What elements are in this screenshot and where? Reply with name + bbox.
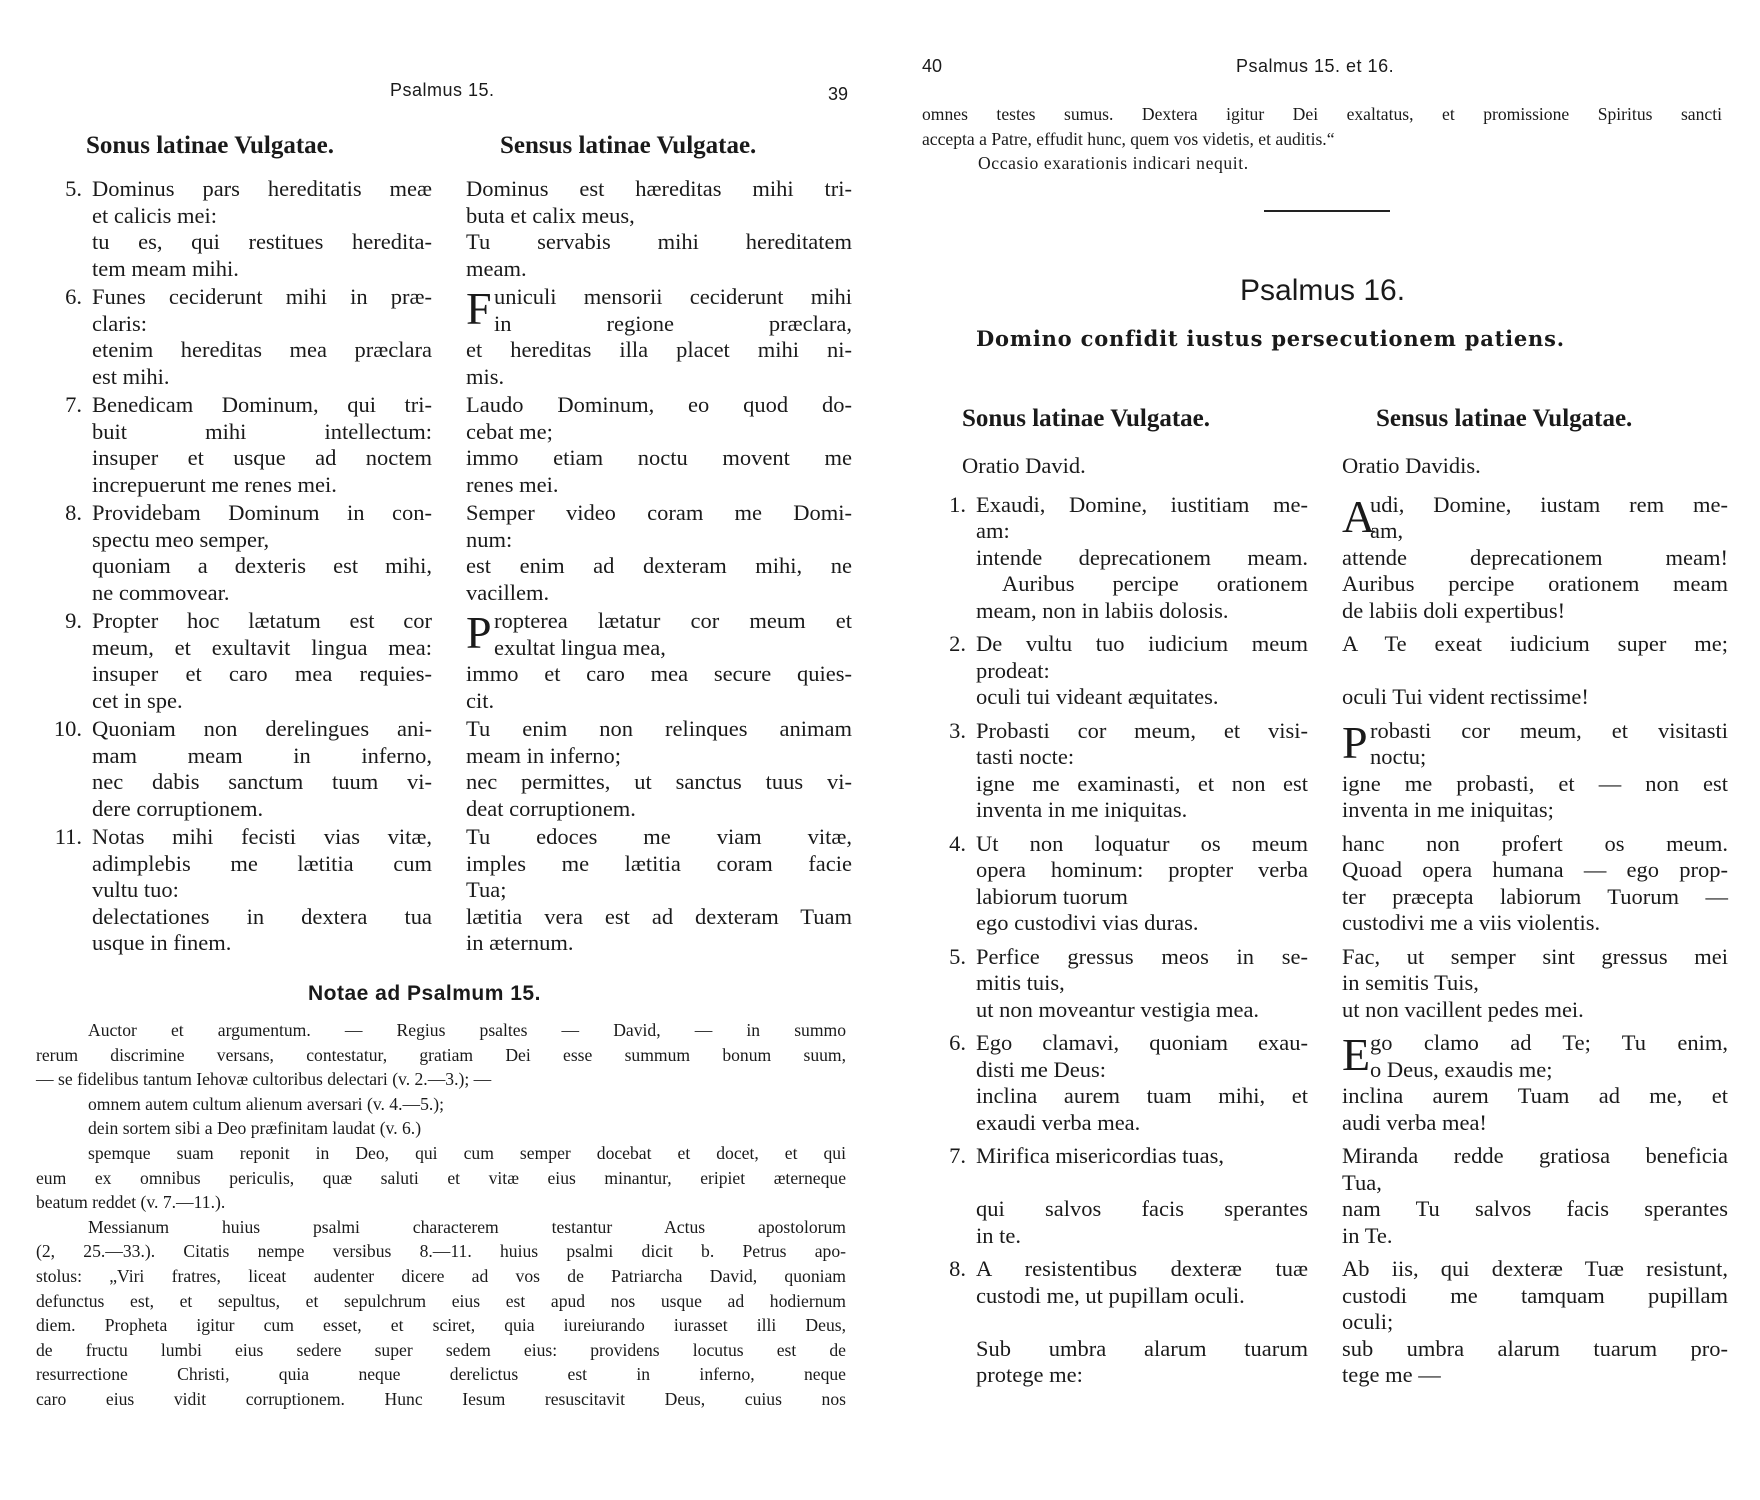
verse-text: in Te. — [1342, 1222, 1393, 1248]
notes-line: diem. Propheta igitur cum esset, et sciret, quia iureiurando iurasset illi Deus, — [36, 1315, 846, 1336]
verse-line: inventa in me iniquitas. — [976, 797, 1188, 822]
initial-capital: F — [466, 283, 492, 334]
verse-text: Quoad opera humana — ego prop- — [1342, 857, 1728, 882]
page-number: 39 — [828, 84, 849, 104]
verse-text: oculi; — [1342, 1309, 1394, 1334]
verse-line: meam, non in labiis dolosis. — [976, 597, 1229, 623]
notes-line: de fructu lumbi eius sedere super sedem eius: providens locutus est de — [36, 1339, 846, 1360]
verse-text: udi, Domine, iustam rem me- — [1370, 491, 1728, 517]
sonus-column — [936, 453, 1308, 1396]
verse-line: igne me examinasti, et non est — [976, 770, 1308, 796]
verse-block — [1342, 944, 1728, 1024]
verse-number: 6. — [949, 1030, 966, 1055]
verse-line: Perfice gressus meos in se- — [976, 943, 1308, 969]
initial-capital: E — [1342, 1029, 1371, 1080]
verse-line: custodi me, ut pupillam oculi. — [976, 1282, 1245, 1308]
verse-line: disti me Deus: — [976, 1056, 1106, 1082]
notes-line: dein sortem sibi a Deo præfinitam laudat (v. 6.) — [88, 1118, 422, 1139]
notes-line: (2, 25.—33.). Citatis nempe versibus 8.—11. huius psalmi dicit b. Petrus apo- — [36, 1241, 846, 1262]
verse-line — [466, 930, 852, 957]
verse-text: meam. — [466, 255, 527, 281]
verse-text: inventa in me iniquitas; — [1342, 797, 1554, 822]
verse-text: go clamo ad Te; Tu enim, — [1370, 1030, 1728, 1055]
verse-line — [466, 769, 852, 796]
verse-text: A Te exeat iudicium super me; — [1342, 631, 1728, 656]
verse-number: 11. — [54, 824, 82, 849]
verse-line: Ut non loquatur os meum — [976, 830, 1308, 856]
verse-text: meam in inferno; — [466, 742, 621, 768]
verse-block — [1342, 831, 1728, 937]
verse-line — [1342, 545, 1728, 572]
verse-text: Tu edoces me viam vitæ, — [466, 824, 852, 849]
verse-text: hanc non profert os meum. — [1342, 830, 1728, 856]
verse-line: Auribus percipe orationem — [1002, 571, 1308, 596]
verse-text: robasti cor meum, et visitasti — [1370, 717, 1728, 743]
notes-line: Auctor et argumentum. — Regius psaltes — David, — in summo — [88, 1020, 846, 1040]
verse-line: spectu meo semper, — [92, 526, 270, 552]
verse-line — [466, 364, 852, 391]
running-head: Psalmus 15. et 16. — [1236, 56, 1395, 76]
verse-line — [976, 1309, 1308, 1336]
verse-text: custodivi me a viis violentis. — [1342, 910, 1601, 935]
verse-line: protege me: — [976, 1362, 1083, 1387]
verse-line: quoniam a dexteris est mihi, — [92, 553, 432, 578]
verse-block — [1342, 1143, 1728, 1249]
verse-block — [1342, 631, 1728, 711]
verse-block — [936, 1143, 1308, 1249]
verse-line: delectationes in dextera tua — [92, 903, 432, 929]
verse-line: ne commovear. — [92, 579, 230, 605]
verse-text: audi verba mea! — [1342, 1109, 1487, 1135]
verse-line: tem meam mihi. — [92, 255, 239, 281]
verse-line — [1342, 1083, 1728, 1110]
verse-line: increpuerunt me renes mei. — [92, 471, 337, 497]
verse-block — [1342, 718, 1728, 824]
verse-block — [936, 631, 1308, 711]
verse-line: adimplebis me lætitia cum — [92, 850, 432, 876]
verse-block — [52, 608, 432, 714]
verse-line: insuper et caro mea requies- — [92, 661, 432, 686]
verse-line: Ego clamavi, quoniam exau- — [976, 1030, 1308, 1055]
verse-line — [466, 203, 852, 230]
verse-line — [1342, 1223, 1728, 1250]
verse-text: Tua; — [466, 877, 507, 902]
verse-line: Probasti cor meum, et visi- — [976, 717, 1308, 743]
verse-line: ego custodivi vias duras. — [976, 910, 1199, 935]
verse-line — [1342, 571, 1728, 598]
verse-line — [466, 716, 852, 743]
verse-line — [466, 743, 852, 770]
verse-line: et calicis mei: — [92, 202, 217, 228]
verse-line: dere corruptionem. — [92, 795, 264, 821]
verse-line — [1342, 744, 1728, 771]
verse-text: Tu enim non relinques animam — [466, 716, 852, 741]
notes-line: spemque suam reponit in Deo, qui cum semper docebat et docet, et qui — [88, 1142, 846, 1163]
verse-text: Fac, ut semper sint gressus mei — [1342, 943, 1728, 969]
notes-line: beatum reddet (v. 7.—11.). — [36, 1192, 226, 1213]
verse-number: 5. — [65, 176, 82, 201]
verse-line — [1342, 910, 1728, 937]
notes-line: eum ex omnibus periculis, quæ saluti et vitæ eius minantur, eripiet æterneque — [36, 1167, 846, 1188]
verse-text: num: — [466, 526, 513, 552]
verse-text: Laudo Dominum, eo quod do- — [466, 392, 852, 417]
verse-text — [1342, 658, 1728, 685]
verse-line: est mihi. — [92, 363, 170, 389]
verse-line: tu es, qui restitues heredita- — [92, 229, 432, 254]
notes-line: omnes testes sumus. Dextera igitur Dei exaltatus, et promissione Spiritus sancti — [922, 104, 1722, 124]
verse-block — [466, 824, 852, 957]
verse-line — [1342, 598, 1728, 625]
verse-block — [466, 284, 852, 390]
verse-line — [1342, 1256, 1728, 1283]
verse-line: Benedicam Dominum, qui tri- — [92, 392, 432, 417]
verse-text: o Deus, exaudis me; — [1370, 1056, 1553, 1082]
verse-block — [466, 176, 852, 282]
verse-line: nec dabis sanctum tuum vi- — [92, 769, 432, 794]
verse-text: mis. — [466, 363, 505, 389]
verse-line — [1342, 1362, 1728, 1389]
sensus-column — [1342, 453, 1728, 1396]
verse-line: A resistentibus dexteræ tuæ — [976, 1256, 1308, 1281]
verse-line — [466, 337, 852, 364]
verse-number: 8. — [65, 500, 82, 525]
verse-line — [466, 500, 852, 527]
verse-number: 1. — [949, 491, 966, 517]
verse-line — [1342, 1309, 1728, 1336]
notes-continuation — [922, 102, 1722, 176]
verse-block — [1342, 1256, 1728, 1389]
verse-line: mitis tuis, — [976, 970, 1065, 995]
verse-number: 3. — [949, 717, 966, 743]
verse-line: qui salvos facis sperantes — [976, 1196, 1308, 1221]
verse-block — [52, 284, 432, 390]
verse-text: in æternum. — [466, 930, 574, 955]
verse-number: 4. — [949, 830, 966, 856]
verse-number: 2. — [949, 631, 966, 656]
verse-line — [466, 256, 852, 283]
verse-line: buit mihi intellectum: — [92, 418, 432, 444]
verse-line: Propter hoc lætatum est cor — [92, 608, 432, 633]
verse-line — [466, 635, 852, 662]
verse-number: 6. — [65, 284, 82, 309]
verse-line: opera hominum: propter verba — [976, 857, 1308, 882]
verse-text: Auribus percipe orationem meam — [1342, 571, 1728, 596]
verse-text: Tu servabis mihi hereditatem — [466, 229, 852, 254]
verse-text: imples me lætitia coram facie — [466, 850, 852, 876]
initial-capital: A — [1342, 490, 1376, 542]
verse-block — [936, 831, 1308, 937]
notes-line: accepta a Patre, effudit hunc, quem vos videtis, et auditis.“ — [922, 128, 1335, 149]
verse-text: Tua, — [1342, 1169, 1382, 1195]
verse-text: uniculi mensorii ceciderunt mihi — [494, 284, 852, 309]
verse-text: et hereditas illa placet mihi ni- — [466, 337, 852, 362]
verse-line: etenim hereditas mea præclara — [92, 337, 432, 362]
verse-block — [52, 392, 432, 498]
verse-number: 5. — [949, 943, 966, 969]
notes-line: caro eius vidit corruptionem. Hunc Iesum resuscitavit Deus, cuius nos — [36, 1388, 846, 1409]
verse-block — [466, 608, 852, 714]
notes-body — [36, 1018, 846, 1412]
verse-block — [52, 176, 432, 282]
verse-text: nec permittes, ut sanctus tuus vi- — [466, 769, 852, 794]
verse-text: Ab iis, qui dexteræ Tuæ resistunt, — [1342, 1256, 1728, 1281]
verse-text: ter præcepta labiorum Tuorum — — [1342, 883, 1728, 909]
verse-text: buta et calix meus, — [466, 202, 635, 228]
column-head-sonus: Sonus latinae Vulgatae. — [962, 405, 1210, 432]
verse-line: Sub umbra alarum tuarum — [976, 1335, 1308, 1361]
verse-text: attende deprecationem meam! — [1342, 544, 1728, 570]
notes-line: resurrectione Christi, quia neque derelictus est in inferno, neque — [36, 1364, 846, 1385]
running-head: Psalmus 15. — [390, 80, 495, 100]
verse-text: vacillem. — [466, 579, 550, 605]
verse-line — [466, 311, 852, 338]
column-intro: Oratio David. — [962, 453, 1086, 478]
verse-line: exaudi verba mea. — [976, 1109, 1141, 1135]
verse-line: cet in spe. — [92, 687, 183, 713]
notes-line: omnem autem cultum alienum aversari (v. 4.—5.); — [88, 1093, 445, 1114]
verse-line — [1342, 1110, 1728, 1137]
verse-line — [466, 472, 852, 499]
verse-line: tasti nocte: — [976, 744, 1075, 769]
verse-text: de labiis doli expertibus! — [1342, 597, 1566, 623]
right-page — [880, 0, 1760, 1500]
verse-line: Providebam Dominum in con- — [92, 500, 432, 525]
verse-line — [1342, 1170, 1728, 1197]
verse-text: cit. — [466, 687, 495, 713]
verse-line — [466, 824, 852, 851]
column-head-sonus: Sonus latinae Vulgatae. — [86, 132, 334, 159]
verse-text: immo et caro mea secure quies- — [466, 661, 852, 686]
verse-block — [936, 944, 1308, 1024]
verse-line: vultu tuo: — [92, 877, 179, 902]
verse-line — [466, 796, 852, 823]
verse-text: exultat lingua mea, — [494, 634, 666, 660]
verse-text: am, — [1370, 518, 1404, 543]
notes-line: — se fidelibus tantum Iehovæ cultoribus delectari (v. 2.—3.); — — [36, 1069, 492, 1090]
verse-line: Quoniam non derelingues ani- — [92, 716, 432, 741]
verse-line: ut non moveantur vestigia mea. — [976, 996, 1260, 1022]
verse-block — [1342, 1030, 1728, 1136]
verse-text: inclina aurem Tuam ad me, et — [1342, 1083, 1728, 1108]
column-intro: Oratio Davidis. — [1342, 453, 1481, 478]
verse-line — [466, 661, 852, 688]
verse-line — [1342, 831, 1728, 858]
verse-line — [466, 419, 852, 446]
verse-text: Semper video coram me Domi- — [466, 500, 852, 525]
verse-line — [466, 445, 852, 472]
verse-text: in regione præclara, — [494, 310, 852, 336]
verse-line — [1342, 1283, 1728, 1310]
verse-line — [466, 904, 852, 931]
verse-line: Mirifica misericordias tuas, — [976, 1143, 1225, 1168]
verse-line — [466, 553, 852, 580]
verse-line: oculi tui videant æquitates. — [976, 684, 1219, 709]
verse-line: De vultu tuo iudicium meum — [976, 631, 1308, 656]
verse-text: igne me probasti, et — non est — [1342, 770, 1728, 796]
verse-line — [1342, 518, 1728, 545]
verse-line: meum, et exultavit lingua mea: — [92, 634, 432, 660]
verse-line: intende deprecationem meam. — [976, 544, 1308, 570]
verse-block — [52, 824, 432, 957]
verse-line: in te. — [976, 1222, 1021, 1248]
verse-line — [466, 580, 852, 607]
initial-capital: P — [1342, 716, 1368, 768]
verse-text: Dominus est hæreditas mihi tri- — [466, 176, 852, 201]
verse-line — [1342, 771, 1728, 798]
verse-number: 10. — [53, 716, 82, 741]
verse-line — [1342, 1143, 1728, 1170]
verse-line — [1342, 1336, 1728, 1363]
verse-number: 9. — [65, 608, 82, 633]
verse-line: prodeat: — [976, 657, 1050, 683]
verse-line: Funes ceciderunt mihi in præ- — [92, 284, 432, 309]
verse-line: claris: — [92, 310, 147, 336]
verse-block — [936, 492, 1308, 625]
verse-text: Miranda redde gratiosa beneficia — [1342, 1143, 1728, 1168]
verse-line — [466, 527, 852, 554]
verse-text: noctu; — [1370, 744, 1427, 769]
verse-block — [466, 716, 852, 822]
verse-text: est enim ad dexteram mihi, ne — [466, 553, 852, 578]
verse-block — [936, 718, 1308, 824]
verse-text: deat corruptionem. — [466, 795, 636, 821]
verse-text: tege me — — [1342, 1362, 1441, 1387]
sonus-column — [52, 176, 432, 959]
verse-line — [466, 688, 852, 715]
verse-text: cebat me; — [466, 418, 553, 444]
verse-line — [1342, 970, 1728, 997]
verse-block — [52, 500, 432, 606]
verse-line: inclina aurem tuam mihi, et — [976, 1083, 1308, 1108]
verse-line — [1342, 631, 1728, 658]
verse-line — [1342, 857, 1728, 884]
verse-text: in semitis Tuis, — [1342, 970, 1479, 995]
verse-number: 7. — [65, 392, 82, 417]
verse-text: sub umbra alarum tuarum pro- — [1342, 1335, 1728, 1361]
verse-line — [1342, 1196, 1728, 1223]
notes-line: rerum discrimine versans, contestatur, gratiam Dei esse summum bonum suum, — [36, 1044, 846, 1065]
verse-number: 7. — [949, 1143, 966, 1168]
verse-line: Exaudi, Domine, iustitiam me- — [976, 491, 1308, 517]
verse-line: labiorum tuorum — [976, 883, 1128, 909]
verse-line — [466, 877, 852, 904]
verse-line — [1342, 684, 1728, 711]
initial-capital: P — [466, 607, 492, 658]
verse-line — [1342, 944, 1728, 971]
verse-text: ropterea lætatur cor meum et — [494, 608, 852, 633]
verse-line — [466, 851, 852, 878]
verse-line: mam meam in inferno, — [92, 742, 432, 768]
verse-text: lætitia vera est ad dexteram Tuam — [466, 903, 852, 929]
verse-block — [466, 500, 852, 606]
verse-line — [1342, 658, 1728, 685]
verse-line — [976, 1170, 1308, 1197]
verse-line — [1342, 490, 1728, 542]
section-divider — [1264, 210, 1390, 212]
verse-block — [52, 716, 432, 822]
verse-line — [1342, 1057, 1728, 1084]
notes-line: stolus: „Viri fratres, liceat audenter dicere ad vos de Patriarcha David, quoniam — [36, 1265, 846, 1286]
verse-line — [466, 176, 852, 203]
verse-line: am: — [976, 518, 1010, 543]
verse-block — [936, 1030, 1308, 1136]
verse-block — [936, 1256, 1308, 1389]
verse-text: nam Tu salvos facis sperantes — [1342, 1196, 1728, 1221]
verse-line — [1342, 997, 1728, 1024]
notes-line: Messianum huius psalmi characterem testantur Actus apostolorum — [88, 1216, 846, 1237]
verse-number: 8. — [949, 1256, 966, 1281]
verse-line — [1342, 884, 1728, 911]
verse-line — [1342, 797, 1728, 824]
verse-line: usque in finem. — [92, 930, 232, 955]
verse-text: ut non vacillent pedes mei. — [1342, 996, 1584, 1022]
page-number: 40 — [922, 56, 943, 76]
psalm-subtitle: Domino confidit iustus persecutionem patiens. — [976, 326, 1565, 351]
verse-line: Dominus pars hereditatis meæ — [92, 176, 432, 201]
verse-line: insuper et usque ad noctem — [92, 445, 432, 470]
verse-line: Notas mihi fecisti vias vitæ, — [92, 824, 432, 849]
verse-text: immo etiam noctu movent me — [466, 445, 852, 470]
notes-line: defunctus est, et sepultus, et sepulchrum eius est apud nos usque ad hodiernum — [36, 1290, 846, 1311]
notes-title: Notae ad Psalmum 15. — [308, 982, 541, 1005]
verse-text: oculi Tui vident rectissime! — [1342, 684, 1589, 709]
verse-line — [466, 229, 852, 256]
column-head-sensus: Sensus latinae Vulgatae. — [1376, 405, 1633, 432]
verse-block — [466, 392, 852, 498]
notes-line: Occasio exarationis indicari nequit. — [978, 153, 1249, 174]
verse-line — [466, 392, 852, 419]
verse-text: renes mei. — [466, 471, 559, 497]
verse-text: custodi me tamquam pupillam — [1342, 1282, 1728, 1308]
verse-block — [1342, 492, 1728, 625]
sensus-column — [466, 176, 852, 959]
column-head-sensus: Sensus latinae Vulgatae. — [500, 132, 757, 159]
psalm-title: Psalmus 16. — [1240, 274, 1406, 307]
